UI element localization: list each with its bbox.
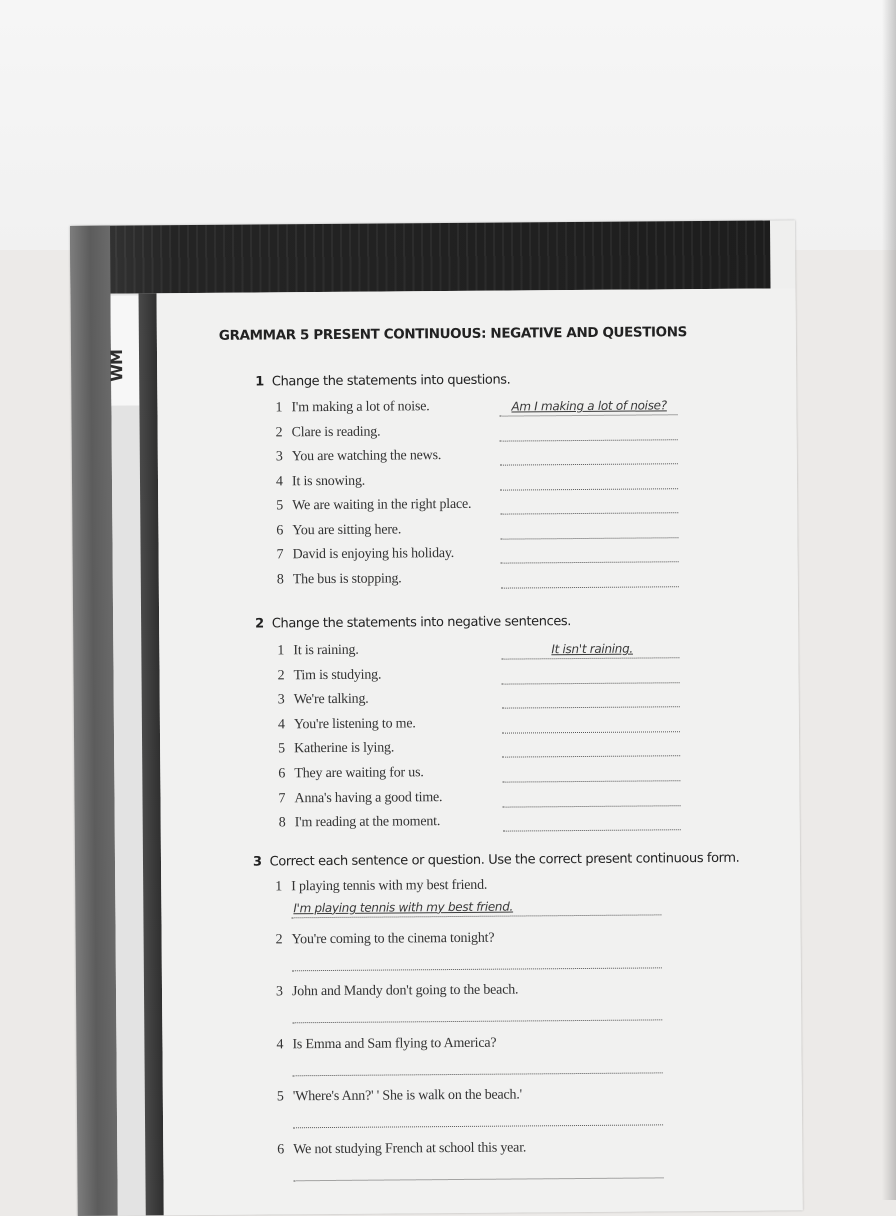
exercise-2-item <box>277 643 358 660</box>
item-number: 6 <box>277 1141 285 1157</box>
page-title: GRAMMAR 5 PRESENT CONTINUOUS: NEGATIVE AND QUESTIONS <box>218 324 688 344</box>
exercise-3-item <box>276 983 518 1001</box>
exercise-instruction: Correct each sentence or question. Use the correct present continuous form. <box>269 850 740 870</box>
item-number: 4 <box>275 473 283 489</box>
exercise-instruction: Change the statements into questions. <box>271 372 511 390</box>
exercise-number: 2 <box>255 616 264 632</box>
item-text: It is snowing. <box>291 473 366 489</box>
item-text: You are watching the news. <box>291 448 442 465</box>
exercise-1-item <box>276 473 365 490</box>
item-number: 3 <box>277 692 285 708</box>
exercise-3-item <box>277 1140 526 1158</box>
exercise-2-item <box>278 790 442 807</box>
exercise-1-item <box>277 571 402 588</box>
item-number: 7 <box>278 790 286 806</box>
header-bar <box>70 221 771 294</box>
content-area <box>157 288 803 1215</box>
item-text: We are waiting in the right place. <box>292 496 472 514</box>
exercise-1-item <box>275 399 429 416</box>
item-number: 2 <box>275 931 283 947</box>
item-text: Tim is studying. <box>293 667 382 683</box>
exercise-1-item <box>276 522 401 539</box>
item-text: You're coming to the cinema tonight? <box>291 930 495 947</box>
exercise-3-item <box>277 1087 522 1105</box>
item-text: David is enjoying his holiday. <box>292 545 455 563</box>
item-number: 5 <box>276 1089 284 1105</box>
item-text: Katherine is lying. <box>294 740 395 757</box>
handwritten-answer: I'm playing tennis with my best friend. <box>293 899 514 916</box>
exercise-2-item <box>278 741 394 758</box>
item-number: 5 <box>278 741 285 757</box>
item-text: 'Where's Ann?' ' She is walk on the beach.' <box>292 1087 523 1105</box>
exercise-2-item <box>279 814 441 831</box>
item-number: 4 <box>276 1036 284 1052</box>
item-number: 5 <box>276 498 284 514</box>
item-text: We not studying French at school this year. <box>293 1139 527 1157</box>
item-number: 7 <box>276 547 284 563</box>
item-text: It is raining. <box>293 642 359 659</box>
item-number: 2 <box>277 667 285 683</box>
item-text: They are waiting for us. <box>294 765 424 782</box>
item-text: I'm making a lot of noise. <box>291 399 430 416</box>
exercise-2-heading <box>255 614 571 631</box>
exercise-number: 1 <box>255 374 264 390</box>
exercise-1-heading <box>255 373 510 390</box>
exercise-2-item <box>278 692 369 709</box>
item-text: I'm reading at the moment. <box>294 814 441 831</box>
background-paper <box>0 0 896 250</box>
exercise-2-item <box>278 716 416 733</box>
exercise-1-item <box>277 546 455 563</box>
item-number: 4 <box>277 717 285 733</box>
handwritten-answer: Am I making a lot of noise? <box>511 398 667 414</box>
item-number: 6 <box>278 766 286 782</box>
item-text: You're listening to me. <box>293 716 416 733</box>
page-edge-shadow <box>882 0 896 1200</box>
exercise-3-item <box>275 878 487 896</box>
section-tab-text: WM <box>106 349 127 382</box>
item-number: 1 <box>275 879 283 895</box>
item-number: 8 <box>276 571 284 587</box>
exercise-1-item <box>276 497 471 515</box>
item-number: 2 <box>275 424 283 440</box>
exercise-3-item <box>276 1035 496 1053</box>
item-text: Is Emma and Sam flying to America? <box>292 1035 497 1052</box>
item-number: 1 <box>277 643 285 659</box>
exercise-1-item <box>276 424 381 441</box>
item-text: Clare is reading. <box>291 424 381 440</box>
item-text: Anna's having a good time. <box>294 789 443 806</box>
handwritten-answer: It isn't raining. <box>551 641 633 657</box>
item-number: 1 <box>275 400 283 416</box>
item-text: John and Mandy don't going to the beach. <box>291 982 519 1000</box>
item-text: The bus is stopping. <box>292 570 402 587</box>
exercise-instruction: Change the statements into negative sentences. <box>271 614 572 632</box>
exercise-number: 3 <box>252 854 262 870</box>
item-text: We're talking. <box>293 691 369 708</box>
exercise-3-item <box>276 930 495 948</box>
item-number: 8 <box>278 815 286 831</box>
item-text: I playing tennis with my best friend. <box>291 877 488 895</box>
item-number: 3 <box>275 449 283 465</box>
item-text: You are sitting here. <box>292 521 402 538</box>
exercise-2-item <box>277 667 381 684</box>
exercise-2-item <box>278 765 423 782</box>
worksheet-page <box>70 220 803 1216</box>
item-number: 6 <box>276 522 284 538</box>
exercise-1-item <box>276 448 441 465</box>
item-number: 3 <box>275 984 283 1000</box>
